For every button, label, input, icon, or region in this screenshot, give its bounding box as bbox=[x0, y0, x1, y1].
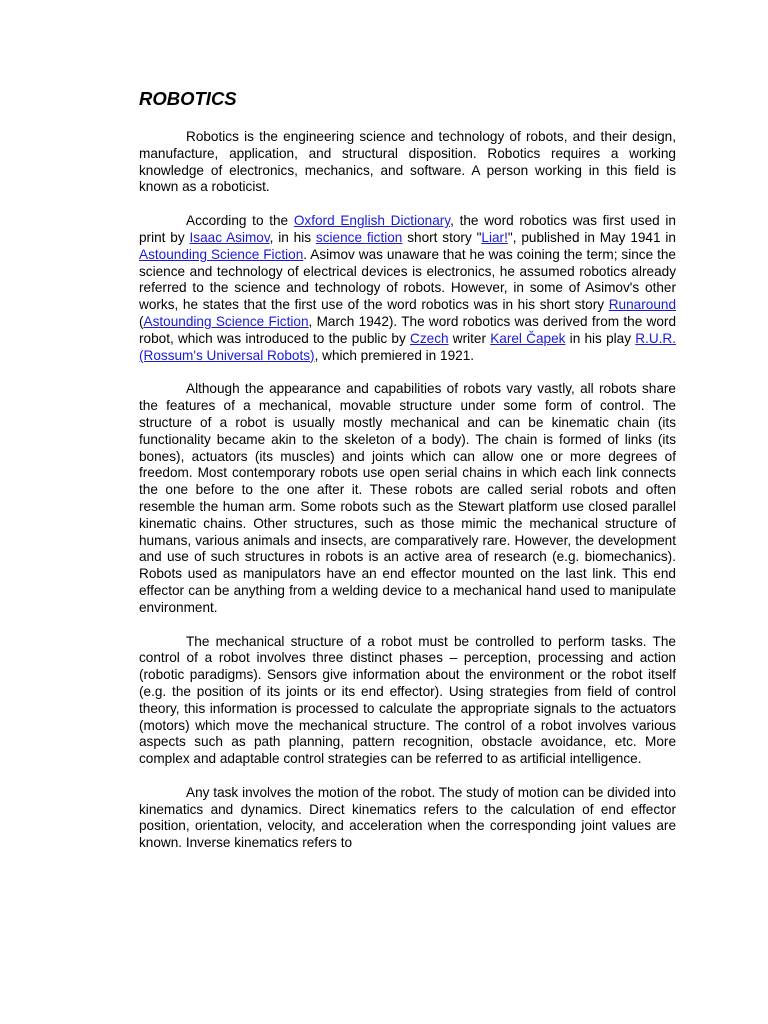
paragraph-text: , March 1942). The word robotics was derived from the word robot, which was introduced to the public by bbox=[139, 313, 677, 346]
paragraph-1 bbox=[139, 129, 676, 196]
link-liar[interactable]: Liar! bbox=[481, 229, 508, 245]
link-astounding-science-fiction-2[interactable]: Astounding Science Fiction bbox=[143, 313, 309, 329]
paragraph-text: short story " bbox=[402, 229, 482, 245]
paragraph-text: , the word robotics was first used in print by bbox=[139, 213, 676, 245]
paragraph-2 bbox=[139, 213, 676, 364]
link-oxford-english-dictionary[interactable]: Oxford English Dictionary bbox=[293, 213, 451, 229]
paragraph-text: According to the bbox=[186, 213, 294, 229]
paragraph-text: , which premiered in 1921. bbox=[314, 347, 475, 363]
link-science-fiction[interactable]: science fiction bbox=[315, 229, 403, 245]
paragraph-text: writer bbox=[448, 330, 491, 346]
link-isaac-asimov[interactable]: Isaac Asimov bbox=[189, 229, 270, 245]
paragraph-text: Robotics is the engineering science and technology of robots, and their design, manufacture, application, and structural disposition. Robotics requires a working knowledge of electronics, mechanics, and software. A person working in this field is known as a roboticist. bbox=[139, 129, 676, 195]
document-title: ROBOTICS bbox=[139, 88, 237, 109]
link-czech[interactable]: Czech bbox=[410, 330, 449, 346]
document-page bbox=[139, 88, 676, 869]
link-astounding-science-fiction[interactable]: Astounding Science Fiction bbox=[139, 246, 304, 262]
paragraph-text: Although the appearance and capabilities of robots vary vastly, all robots share the features of a mechanical, movable structure under some form of control. The structure of a robot is usually mostly mechanical and can be kinematic chain (its functionality became akin to the skeleton of a body). The chain is formed of links (its bones), actuators (its muscles) and joints which can allow one or more degrees of freedom. Most contemporary robots use open serial chains in which each link connects the one before to the one after it. These robots are called serial robots and often resemble the human arm. Some robots such as the Stewart platform use closed parallel kinematic chains. Other structures, such as those mimic the mechanical structure of humans, various animals and insects, are comparatively rare. However, the development and use of such structures in robots is an active area of research (e.g. biomechanics). Robots used as manipulators have an end effector mounted on the last link. This end effector can be anything from a welding device to a mechanical hand used to manipulate environment. bbox=[139, 381, 676, 615]
paragraph-text: ", published in May 1941 in bbox=[507, 229, 676, 245]
paragraph-3 bbox=[139, 381, 676, 616]
paragraph-text: The mechanical structure of a robot must be controlled to perform tasks. The control of a robot involves three distinct phases – perception, processing and action (robotic paradigms). Sensors give information about the environment or the robot itself (e.g. the position of its joints or its end effector). Using strategies from field of control theory, this information is processed to calculate the appropriate signals to the actuators (motors) which move the mechanical structure. The control of a robot involves various aspects such as path planning, pattern recognition, obstacle avoidance, etc. More complex and adaptable control strategies can be referred to as artificial intelligence. bbox=[139, 633, 676, 767]
paragraph-text: ( bbox=[139, 313, 144, 329]
link-rur[interactable]: R.U.R. (Rossum's Universal Robots) bbox=[139, 330, 677, 363]
paragraph-5 bbox=[139, 785, 676, 852]
paragraph-4 bbox=[139, 634, 676, 768]
paragraph-text: , in his bbox=[269, 229, 316, 245]
link-runaround[interactable]: Runaround bbox=[608, 297, 676, 313]
link-karel-capek[interactable]: Karel Čapek bbox=[490, 330, 566, 346]
paragraph-text: Any task involves the motion of the robot. The study of motion can be divided into kinematics and dynamics. Direct kinematics refers to the calculation of end effector position, orientation, velocity, and acceleration when the corresponding joint values are known. Inverse kinematics refers to bbox=[139, 784, 676, 851]
paragraph-text: . Asimov was unaware that he was coining the term; since the science and technology of electrical devices is electronics, he assumed robotics already referred to the science and technology of robots. However, in some of Asimov's other works, he states that the first use of the word robotics was in his short story bbox=[139, 246, 676, 313]
document-body bbox=[139, 129, 676, 852]
paragraph-text: in his play bbox=[565, 330, 636, 346]
